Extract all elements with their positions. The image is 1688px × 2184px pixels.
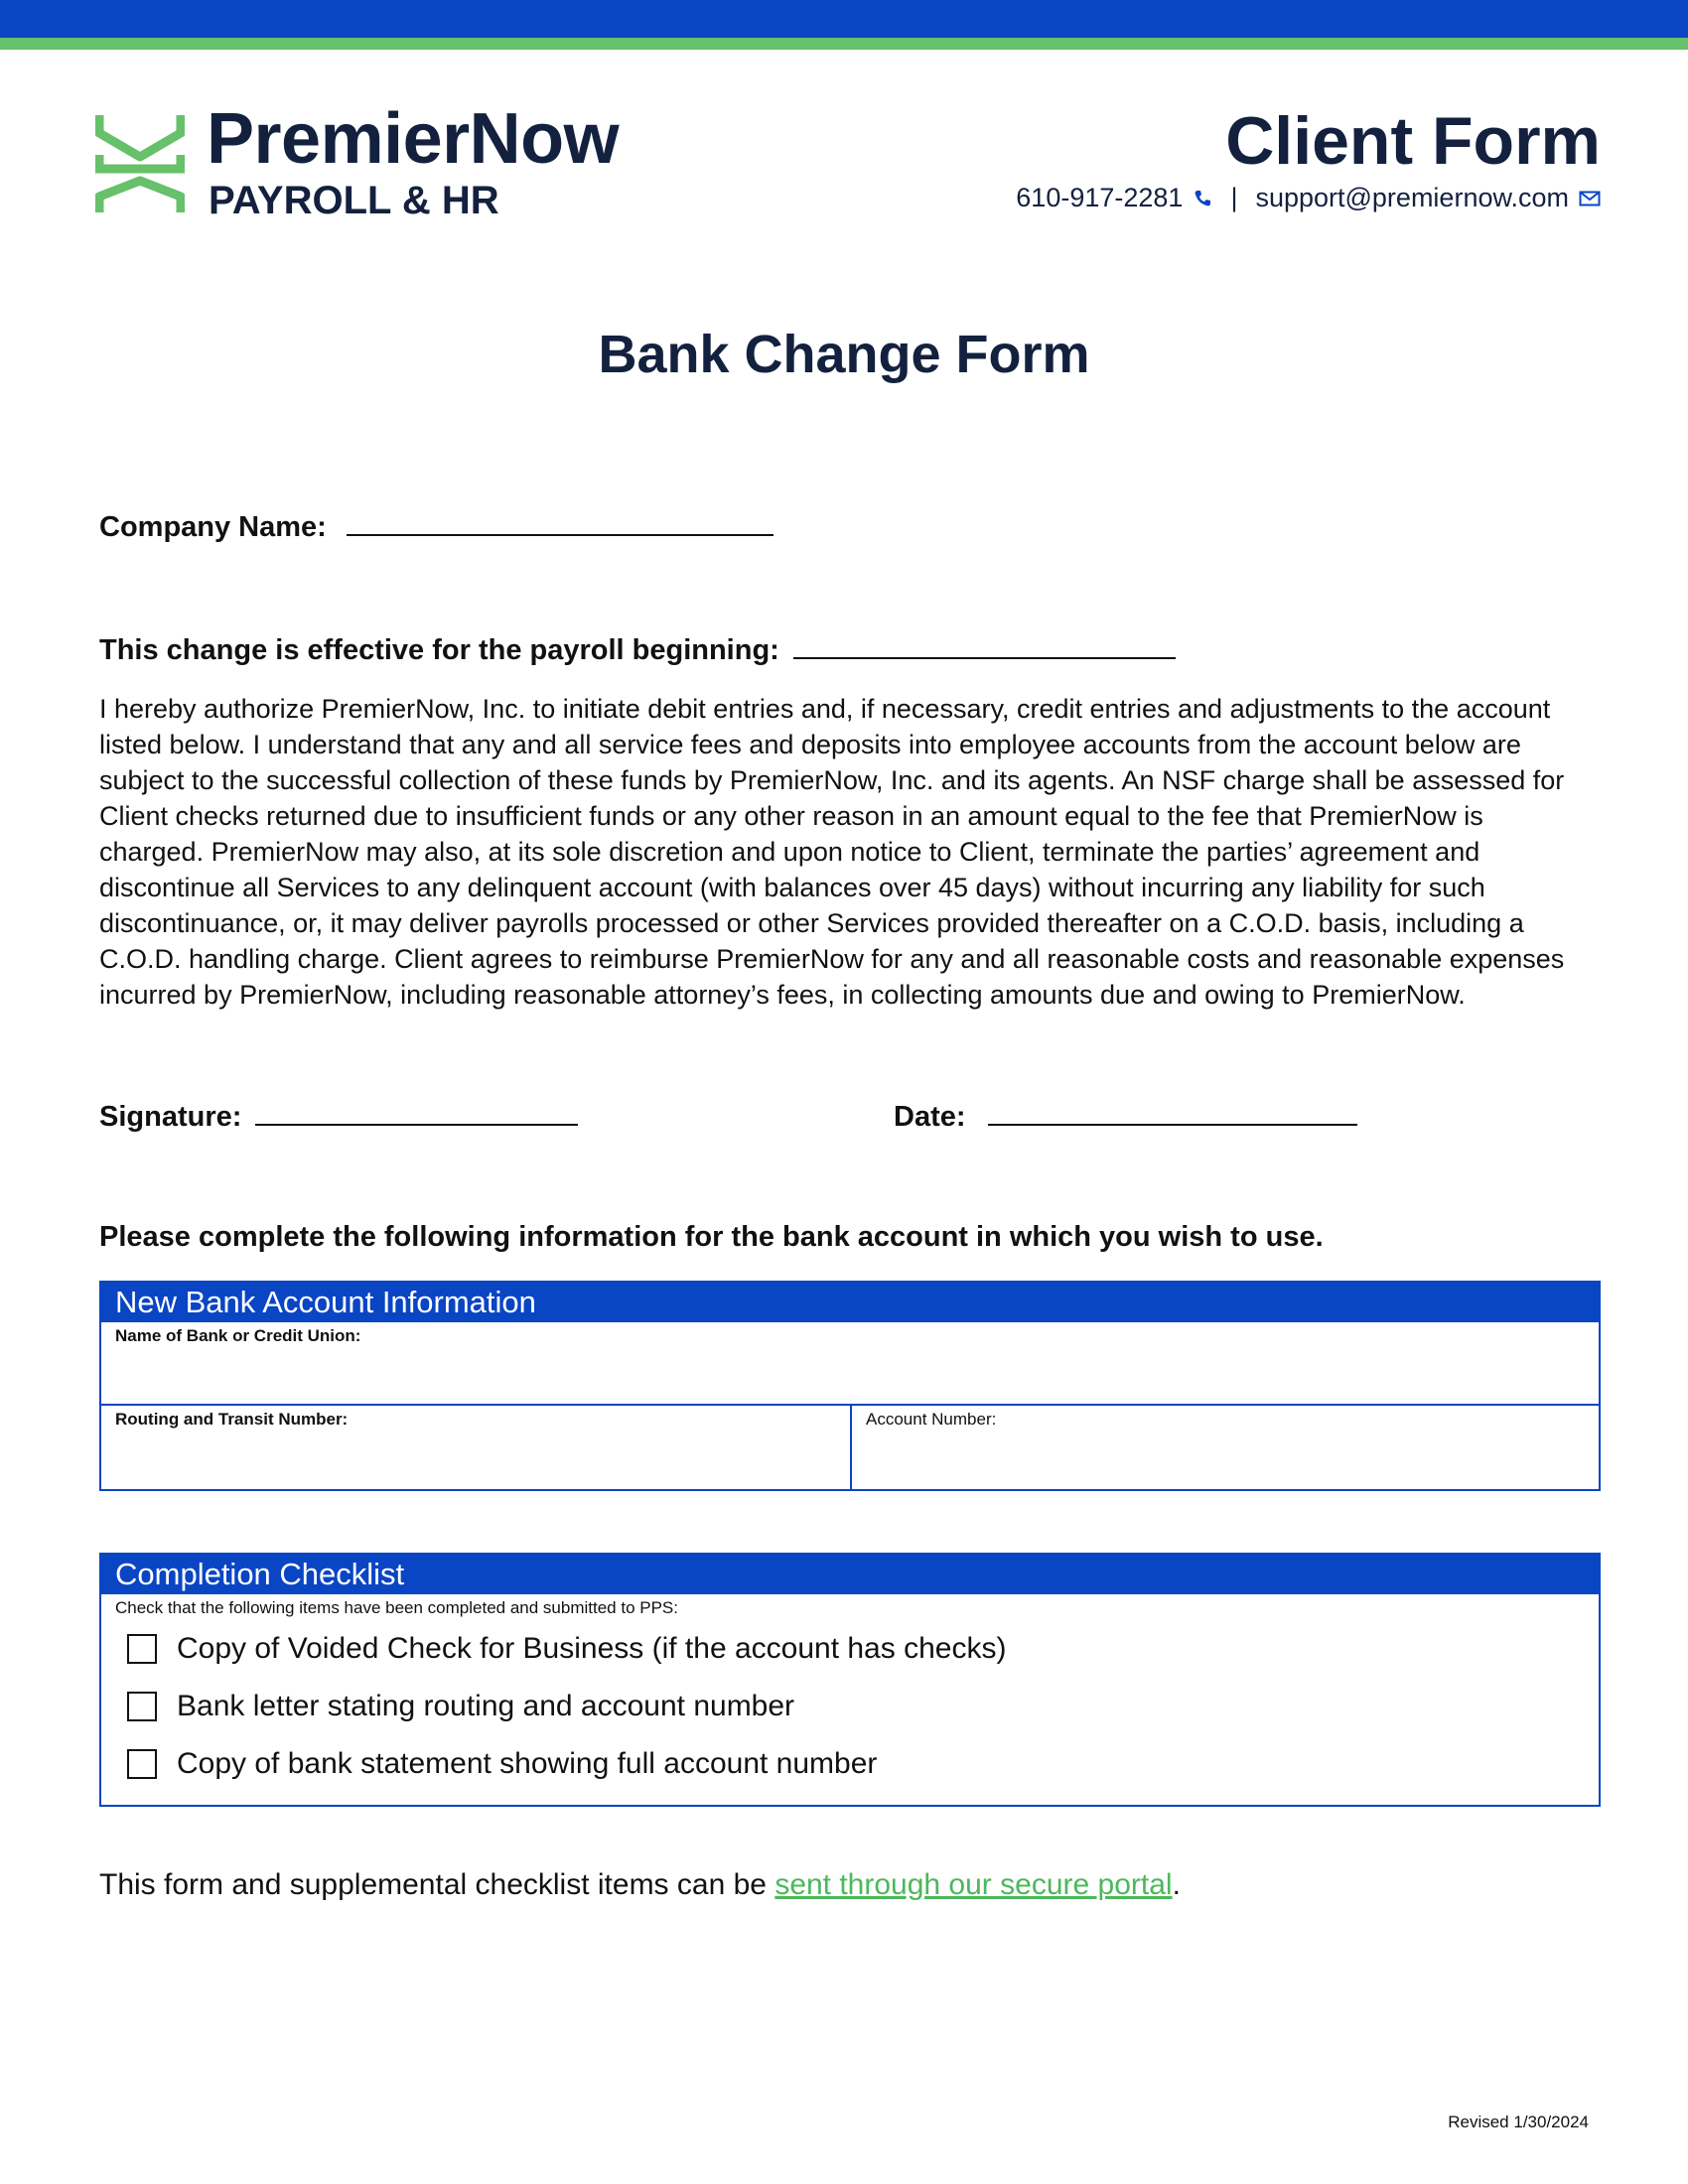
effective-date-input[interactable] [793,631,1176,659]
footer-note-suffix: . [1172,1868,1181,1901]
checklist-note: Check that the following items have been completed and submitted to PPS: [115,1598,678,1617]
date-field [894,1098,1357,1134]
bank-info-heading: New Bank Account Information [101,1283,1599,1322]
header-bar-green [0,38,1688,50]
contact-info [1016,183,1601,213]
support-email[interactable]: support@premiernow.com [1255,183,1569,212]
brand-name: PremierNow [207,99,620,179]
signature-label: Signature: [99,1101,242,1133]
phone-icon [1193,189,1212,208]
checklist-item [127,1747,877,1781]
company-name-field [99,508,774,544]
company-name-input[interactable] [347,508,774,536]
bank-info-section [99,1281,1601,1491]
checklist-item-label: Copy of bank statement showing full account number [177,1747,878,1780]
bank-name-label: Name of Bank or Credit Union: [115,1326,361,1345]
checkbox-bank-letter[interactable] [127,1692,157,1721]
client-form-heading: Client Form [1225,103,1601,179]
authorization-text: I hereby authorize PremierNow, Inc. to initiate debit entries and, if necessary, credit entries and adjustments to the account listed below. I understand that any and all service fees and deposits into employee accounts from the account below are subject to the successful collection of these funds by PremierNow, Inc. and its agents. An NSF charge shall be assessed for Client checks returned due to insufficient funds or any other reason in an amount equal to the fee that PremierNow is charged. PremierNow may also, at its sole discretion and upon notice to Client, terminate the parties’ agreement and discontinue all Services to any delinquent account (with balances over 45 days) without incurring any liability for such discontinuance, or, it may deliver payrolls processed or other Services provided thereafter on a C.O.D. basis, including a C.O.D. handling charge. Client agrees to reimburse PremierNow for any and all reasonable costs and reasonable expenses incurred by PremierNow, including reasonable attorney’s fees, in collecting amounts due and owing to PremierNow. [99,694,1565,1010]
contact-separator: | [1230,183,1238,212]
signature-field [99,1098,578,1134]
account-number-cell[interactable] [852,1406,1599,1489]
bank-name-cell[interactable] [101,1322,1599,1406]
checklist-item [127,1690,794,1723]
bank-info-prompt: Please complete the following information for the bank account in which you wish to use. [99,1221,1324,1253]
account-numbers-row [101,1406,1599,1489]
company-name-label: Company Name: [99,511,327,543]
routing-number-label: Routing and Transit Number: [115,1410,349,1429]
effective-date-field [99,631,1176,667]
logo-mark-icon [95,109,185,218]
header-bar-blue [0,0,1688,38]
checklist-heading: Completion Checklist [101,1555,1599,1594]
footer-note-prefix: This form and supplemental checklist items can be [99,1868,775,1901]
brand-subtitle: PAYROLL & HR [209,179,499,222]
form-title: Bank Change Form [598,325,1090,384]
date-label: Date: [894,1101,966,1133]
account-number-label: Account Number: [866,1410,997,1429]
signature-input[interactable] [255,1098,578,1126]
checklist-item [127,1632,1006,1666]
effective-date-label: This change is effective for the payroll beginning: [99,634,779,666]
completion-checklist-section [99,1553,1601,1807]
secure-portal-link[interactable]: sent through our secure portal [774,1868,1173,1901]
checklist-item-label: Copy of Voided Check for Business (if the account has checks) [177,1632,1007,1665]
checklist-item-label: Bank letter stating routing and account number [177,1690,795,1722]
revision-date: Revised 1/30/2024 [1448,2113,1589,2131]
routing-number-cell[interactable] [101,1406,852,1489]
phone-number[interactable]: 610-917-2281 [1016,183,1184,212]
mail-icon [1579,190,1601,207]
footer-note [99,1868,1181,1902]
date-input[interactable] [988,1098,1357,1126]
checkbox-voided-check[interactable] [127,1634,157,1664]
checkbox-bank-statement[interactable] [127,1749,157,1779]
